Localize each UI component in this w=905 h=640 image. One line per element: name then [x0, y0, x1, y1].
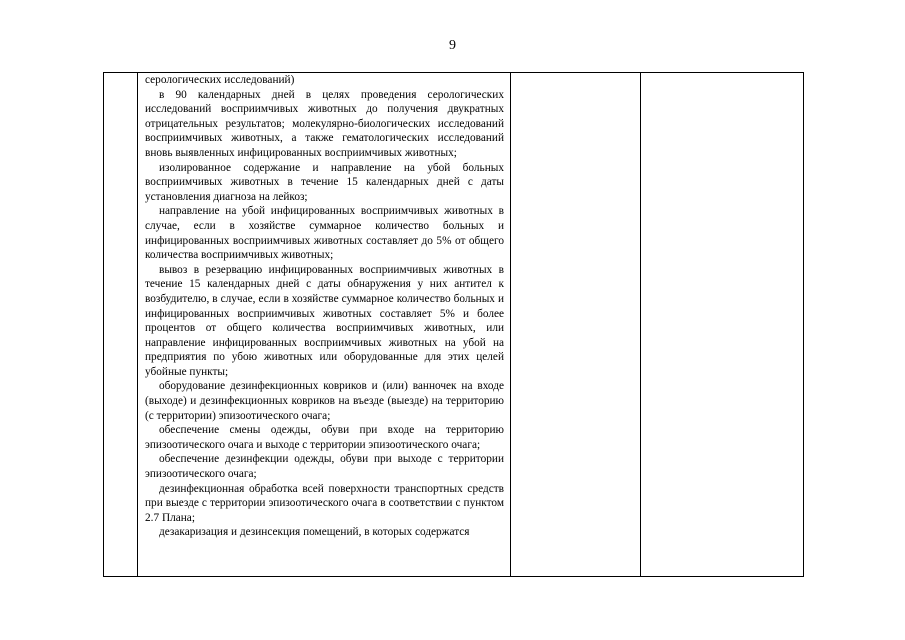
paragraph: серологических исследований) — [145, 74, 295, 86]
paragraph: обеспечение смены одежды, обуви при входе на территорию эпизоотического очага и выходе с территории эпизоотического очага; — [145, 424, 504, 451]
column-divider — [640, 73, 641, 576]
paragraph: в 90 календарных дней в целях проведения серологических исследований восприимчивых животных до получения двукратных отрицательных результатов; молекулярно-биологических исследований восприимчивых животных, а также гематологических исследований вновь выявленных инфицированных восприимчивых животных; — [145, 88, 504, 159]
measures-cell — [145, 73, 504, 540]
paragraph: обеспечение дезинфекции одежды, обуви при выходе с территории эпизоотического очага; — [145, 453, 504, 481]
column-divider — [137, 73, 138, 576]
paragraph: дезакаризация и дезинсекция помещений, в которых содержатся — [159, 526, 470, 539]
paragraph: направление на убой инфицированных восприимчивых животных в случае, если в хозяйстве суммарное количество больных и инфицированных восприимчивых животных составляет до 5% от общего количества восприимчивых животных; — [145, 205, 504, 262]
paragraph: оборудование дезинфекционных ковриков и (или) ванночек на входе (выходе) и дезинфекционных ковриков на въезде (выезде) на территорию (с территории) эпизоотического очага; — [145, 380, 504, 422]
paragraph: дезинфекционная обработка всей поверхности транспортных средств при выезде с территории эпизоотического очага в соответствии с пунктом 2.7 Плана; — [145, 482, 504, 524]
paragraph: вывоз в резервацию инфицированных восприимчивых животных в течение 15 календарных дней с даты обнаружения у них антител к возбудителю, в случае, если в хозяйстве суммарное количество больных и инфицированных восприимчивых животных составляет 5% и более процентов от общего количества восприимчивых животных, или направление инфицированных восприимчивых животных на убой на предприятия по убою животных или оборудованные для этих целей убойные пункты; — [145, 263, 504, 378]
plan-table — [103, 72, 804, 577]
paragraph: изолированное содержание и направление на убой больных восприимчивых животных в течение 15 календарных дней с даты установления диагноза на лейкоз; — [145, 161, 504, 203]
page-number: 9 — [449, 38, 456, 53]
column-divider — [510, 73, 511, 576]
